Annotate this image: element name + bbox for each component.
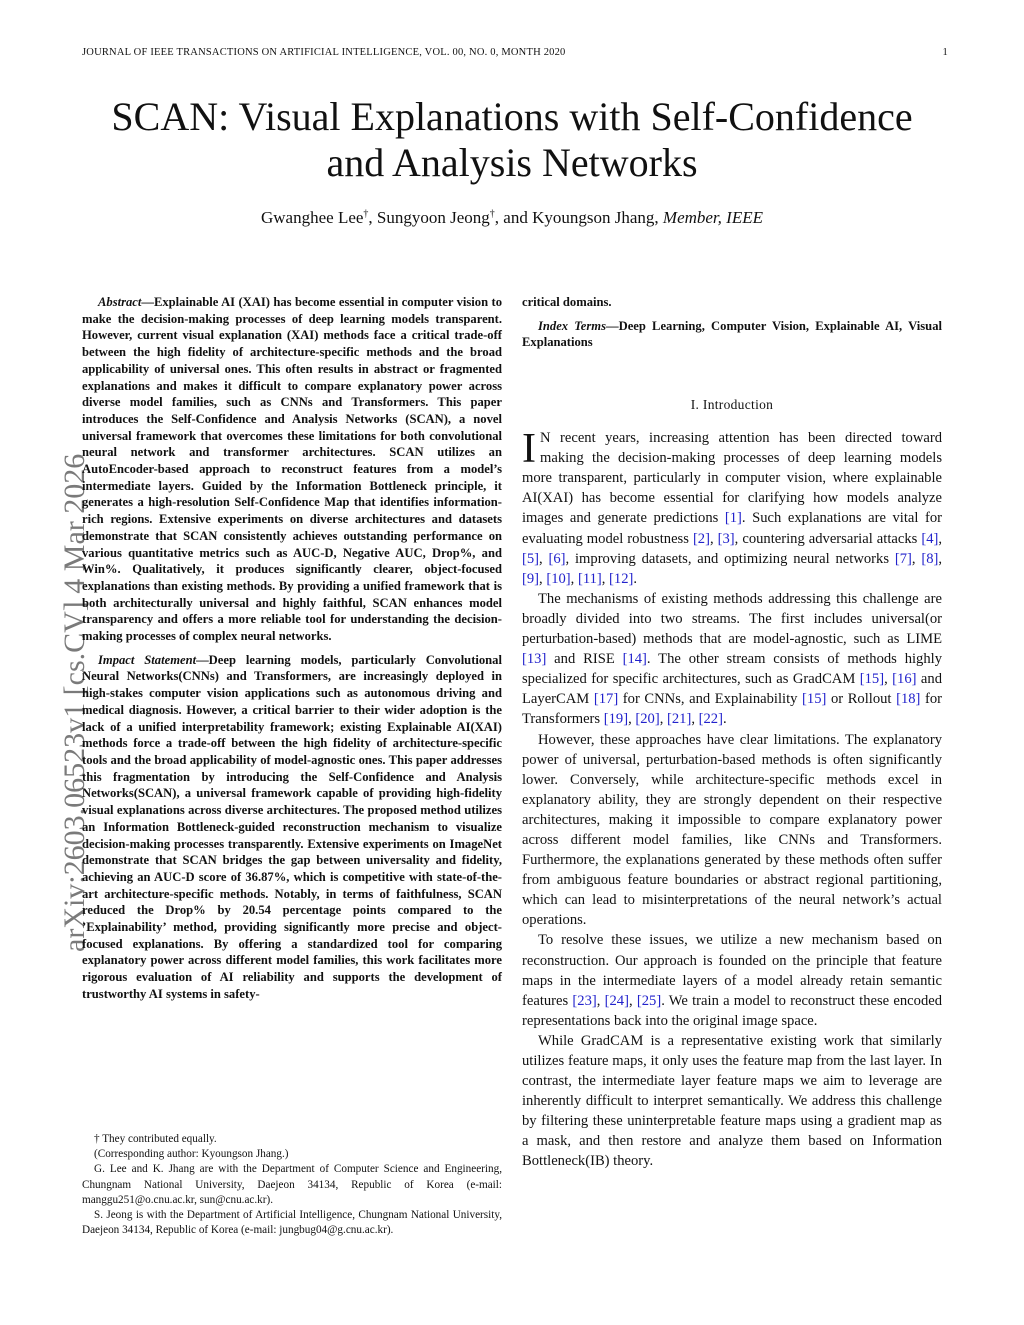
paper-title: [60, 94, 964, 186]
citation[interactable]: [11]: [577, 570, 602, 587]
abstract-label: Abstract: [98, 295, 142, 309]
citation[interactable]: [7]: [894, 550, 912, 567]
title-line-2: and Analysis Networks: [326, 140, 698, 185]
paragraph-text: . The other stream consists of methods highly specialized for specific architectures, such as GradCAM: [522, 651, 942, 688]
title-line-1: SCAN: Visual Explanations with Self-Confidence: [111, 94, 913, 139]
index-terms: [522, 318, 942, 351]
intro-paragraph-2: The mechanisms of existing methods addressing this challenge are broadly divided into two streams. The first includes universal(or perturbation-based) methods that are model-agnostic, such as LIME [13] and RISE [14]. The other stream consists of methods highly specialized for specific architectures, such as GradCAM [15], [16] and LayerCAM [17] for CNNs, and Explainability [15] or Rollout [18] for Transformers [19], [20], [21], [22].: [522, 590, 943, 728]
impact-label: Impact Statement: [98, 652, 197, 667]
citation[interactable]: [19]: [603, 711, 629, 728]
citation[interactable]: [18]: [896, 691, 921, 708]
paragraph-text: for CNNs, and Explainability: [618, 691, 803, 708]
citation[interactable]: [16]: [892, 671, 917, 688]
citation[interactable]: [3]: [717, 530, 735, 547]
right-column: [522, 294, 942, 1172]
intro-paragraph-5: While GradCAM is a representative existing work that similarly utilizes feature maps, it only uses the feature map from the last layer. In contrast, the intermediate layer feature maps we aim to leverage are inherently difficult to interpret semantically. We address this challenge by filtering these uninterpretable feature maps using a gradient map as a mask, and then restore and analyze them based on Information Bottleneck(IB) theory.: [522, 1032, 942, 1170]
citation[interactable]: [14]: [622, 651, 647, 668]
citation[interactable]: [9]: [522, 570, 540, 587]
footnote: G. Lee and K. Jhang are with the Department of Computer Science and Engineering, Chungnam National University, Daejeon 34134, Republic of Korea (e-mail: manggu251@o.cnu.ac.kr, sun@cnu.ac.kr).: [82, 1163, 502, 1206]
intro-paragraph-1: I N recent years, increasing attention has been directed toward making the decision-making processes of deep learning models more transparent, particularly in computer vision, where explainable AI(XAI) has become essential for clarifying how models analyze images and generate predictions [1]. Such explanations are vital for evaluating model robustness [2], [3], countering adversarial attacks [4], [5], [6], improving datasets, and optimizing neural networks [7], [8], [9], [10], [11], [12].: [522, 426, 943, 587]
citation[interactable]: [10]: [546, 570, 571, 587]
drop-cap: I: [522, 426, 536, 473]
citation[interactable]: [15]: [802, 691, 827, 708]
footnote: † They contributed equally.: [94, 1133, 217, 1145]
equal-contribution-mark: †: [363, 208, 369, 220]
citation[interactable]: [15]: [859, 671, 885, 688]
running-header: [82, 47, 948, 63]
paragraph-text: for Transformers: [522, 691, 943, 728]
citation[interactable]: [23]: [572, 992, 597, 1009]
author-list: Gwanghee Lee†, Sungyoon Jeong†, and Kyoungson Jhang, Member, IEEE: [261, 208, 763, 227]
paragraph-text: N recent years, increasing attention has been directed toward making the decision-making processes of deep learning models more transparent, particularly in computer vision, where explainable AI(XAI) has become essential for clarifying how models analyze images and generate predictions: [522, 430, 942, 527]
citation[interactable]: [13]: [522, 651, 547, 668]
paragraph-text: and RISE: [546, 651, 623, 668]
journal-name: JOURNAL OF IEEE TRANSACTIONS ON ARTIFICIAL INTELLIGENCE, VOL. 00, NO. 0, MONTH 2020: [82, 47, 566, 58]
abstract-text: —Explainable AI (XAI) has become essential in computer vision to make the decision-making processes of deep learning models transparent. However, current visual explanation (XAI) methods face a critical trade-off between the high fidelity of architecture-specific methods and the broad applicability of universal ones. This often results in abstract or fragmented explanations and makes it difficult to compare explanatory power across diverse model families, such as CNNs and Transformers. This paper introduces the Self-Confidence and Analysis Networks (SCAN), a novel universal framework that overcomes these limitations for both convolutional neural network and transformer architectures. SCAN utilizes an AutoEncoder-based approach to reconstruct features from a model’s intermediate layers. Guided by the Information Bottleneck principle, it generates a high-resolution Self-Confidence Map that identifies information-rich regions. Extensive experiments on diverse architectures and datasets demonstrate that SCAN consistently achieves outstanding performance on various quantitative metrics such as AUC-D, Negative AUC, Drop%, and Win%. Qualitatively, it produces significantly clearer, object-focused explanations than existing methods. By providing a unified framework that is both architecturally universal and highly faithful, SCAN enhances model transparency and offers a more reliable tool for understanding the decision-making processes of complex neural networks.: [82, 295, 502, 644]
citation[interactable]: [1]: [724, 510, 742, 527]
citation[interactable]: [2]: [692, 530, 710, 547]
citation[interactable]: [12]: [609, 570, 634, 587]
footnote: (Corresponding author: Kyoungson Jhang.): [94, 1148, 289, 1161]
abstract: [82, 294, 502, 645]
paragraph-text: . We train a model to reconstruct these encoded representations back into the original image space.: [522, 992, 943, 1029]
citation[interactable]: [5]: [522, 550, 540, 567]
paragraph-text: and LayerCAM: [522, 671, 942, 708]
intro-paragraph-3: However, these approaches have clear limitations. The explanatory power of universal, perturbation-based methods is often significantly lower. Conversely, while architecture-specific methods excel in explanatory ability, they are strongly dependent on their respective architectures, making it impossible to compare explanatory power across different model families, like CNNs and Transformers. Furthermore, the explanations generated by these methods often suffer from ambiguous feature boundaries or abstract regional partitioning, which can lead to misinterpretations of the neural network’s actual operations.: [522, 731, 942, 929]
paragraph-text: The mechanisms of existing methods addressing this challenge are broadly divided into two streams. The first includes universal(or perturbation-based) methods that are model-agnostic, such as LIME: [522, 590, 942, 648]
footnote: S. Jeong is with the Department of Artificial Intelligence, Chungnam National University, Daejeon 34134, Republic of Korea (e-mail: jungbug04@g.cnu.ac.kr).: [82, 1209, 502, 1237]
paragraph-text: . Such explanations are vital for evaluating model robustness: [522, 510, 943, 547]
impact-text: —Deep learning models, particularly Convolutional Neural Networks(CNNs) and Transformers, are increasingly deployed in high-stakes computer vision applications such as autonomous driving and medical diagnosis. However, a critical barrier to their wider adoption is the lack of a unified interpretability framework; existing Explainable AI(XAI) methods force a trade-off between the high fidelity of architecture-specific tools and the broad applicability of model-agnostic ones. This paper addresses this fragmentation by introducing the Self-Confidence and Analysis Networks(SCAN), a universal framework capable of providing high-fidelity visual explanations across diverse architectures. The proposed method utilizes an Information Bottleneck-guided reconstruction mechanism to visualize decision-making processes transparently. Extensive experiments on ImageNet demonstrate that SCAN bridges the gap between universality and fidelity, achieving an AUC-D score of 36.87%, which is competitive with state-of-the-art architecture-specific methods. Notably, in terms of faithfulness, SCAN reduced the Drop% by 20.54 percentage points compared to the ’Explainability’ method, providing significantly more precise and object-focused explanations. By offering a standardized tool for comparing explanatory power across different model families, this work facilitates more rigorous evaluation of AI reliability and supports the development of trustworthy AI systems in safety-: [82, 652, 502, 1001]
author-1: Gwanghee Lee: [261, 208, 364, 227]
equal-contribution-mark: †: [489, 208, 495, 220]
index-terms-text: —Deep Learning, Computer Vision, Explainable AI, Visual Explanations: [522, 318, 942, 350]
author-3: and Kyoungson Jhang,: [503, 208, 659, 227]
citation[interactable]: [22]: [698, 711, 723, 728]
left-column: [82, 294, 502, 1010]
citation[interactable]: [4]: [921, 530, 939, 547]
paragraph-text: , improving datasets, and optimizing neural networks: [565, 550, 895, 567]
impact-continuation: critical domains.: [522, 295, 612, 309]
page-number: 1: [942, 47, 948, 58]
arxiv-id: arXiv:2603.06523v1 [cs.CV] 4 Mar 2026: [58, 453, 91, 952]
footnotes: [82, 1132, 502, 1238]
paragraph-text: To resolve these issues, we utilize a new mechanism based on reconstruction. Our approach is founded on the principle that feature maps in the intermediate layers of a model already retain semantic features: [522, 932, 942, 1009]
paragraph-text: , countering adversarial attacks: [734, 530, 922, 547]
author-2: Sungyoon Jeong: [376, 208, 490, 227]
citation[interactable]: [20]: [635, 711, 660, 728]
impact-statement: [82, 652, 502, 1003]
citation[interactable]: [21]: [667, 711, 692, 728]
citation[interactable]: [6]: [548, 550, 566, 567]
index-terms-label: Index Terms: [538, 318, 606, 333]
citation[interactable]: [24]: [604, 992, 629, 1009]
author-membership: Member, IEEE: [662, 208, 763, 227]
intro-paragraph-4: To resolve these issues, we utilize a new mechanism based on reconstruction. Our approach is founded on the principle that feature maps in the intermediate layers of a model already retain semantic features [23], [24], [25]. We train a model to reconstruct these encoded representations back into the original image space.: [522, 932, 943, 1029]
arxiv-stamp: [6, 380, 91, 960]
citation[interactable]: [8]: [921, 550, 939, 567]
section-heading: I. Introduction: [690, 397, 774, 413]
citation[interactable]: [17]: [593, 691, 619, 708]
citation[interactable]: [25]: [636, 992, 662, 1009]
paragraph-text: or Rollout: [826, 691, 897, 708]
